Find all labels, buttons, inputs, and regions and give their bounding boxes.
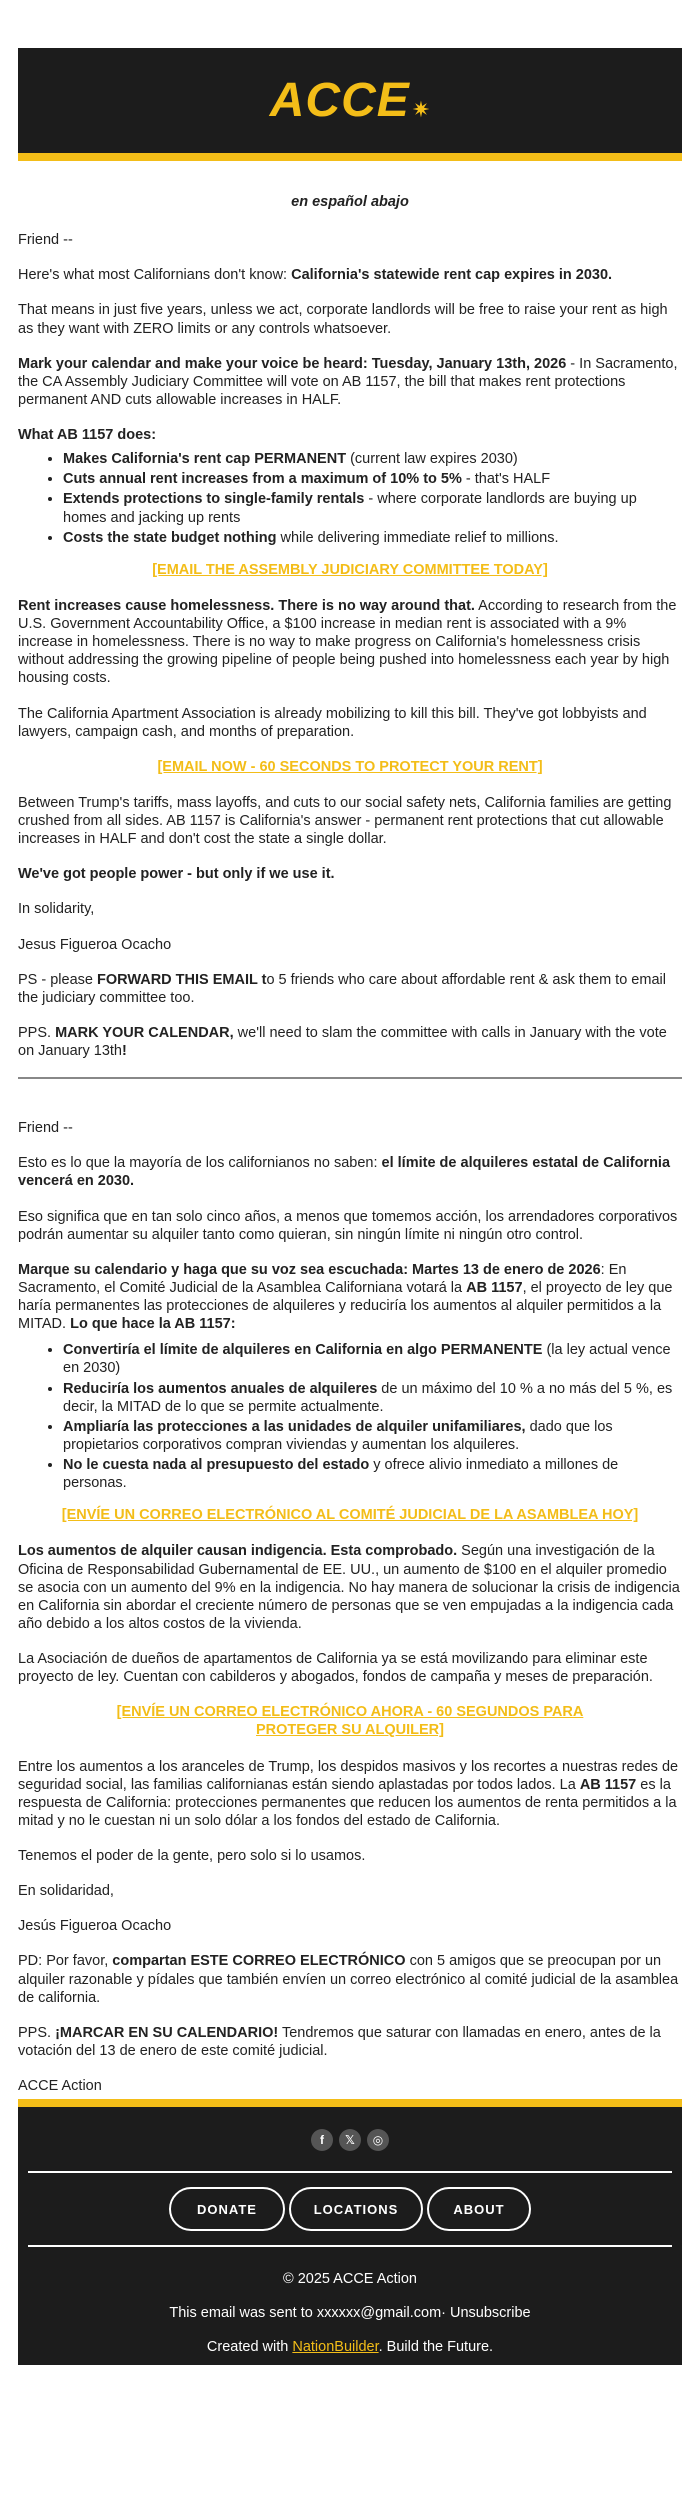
locations-button[interactable]: LOCATIONS bbox=[289, 2187, 423, 2231]
signature-en: Jesus Figueroa Ocacho bbox=[18, 936, 172, 953]
para-es-6: Entre los aumentos a los aranceles de Trump, los despidos masivos y los recortes a nuestras redes de seguridad social, las familias californianas están siendo aplastadas por todos lados. La AB 1157 es la respuesta de California: protecciones permanentes que reducen los aumentos de renta permitidos a la mitad y no le cuestan ni un solo dólar a los fondos del estado de California. bbox=[18, 1758, 679, 1829]
para-en-3: Mark your calendar and make your voice be heard: Tuesday, January 13th, 2026 - In Sacramento, the CA Assembly Judiciary Committee will vote on AB 1157, the bill that makes rent protections permanent AND cuts allowable increases in HALF. bbox=[18, 355, 678, 408]
list-item: • Reduciría los aumentos anuales de alquileres de un máximo del 10 % a no más del 5 %, es decir, la MITAD de lo que se permite actualmente. bbox=[63, 1380, 682, 1416]
logo-text: ACCE bbox=[269, 74, 410, 127]
ps-es: PD: Por favor, compartan ESTE CORREO ELECTRÓNICO con 5 amigos que se preocupan por un alquiler razonable y pídales que también envíen un correo electrónico al comité judicial de la asamblea de california. bbox=[18, 1953, 679, 2006]
org-name: ACCE Action bbox=[18, 2078, 102, 2094]
email-container bbox=[18, 48, 682, 2365]
list-item: • Cuts annual rent increases from a maximum of 10% to 5% - that's HALF bbox=[63, 470, 682, 488]
nationbuilder-link[interactable]: NationBuilder bbox=[292, 2339, 379, 2356]
bullet-list-es bbox=[18, 1341, 682, 1492]
para-es-7: Tenemos el poder de la gente, pero solo si lo usamos. bbox=[18, 1848, 366, 1864]
para-en-4: Rent increases cause homelessness. There is no way around that. According to research from the U.S. Government Accountability Office, a $100 increase in median rent is associated with a 9% increase in homelessness. There is no way to make progress on California's homelessness crisis without addressing the growing pipeline of people being pushed into homelessness each year by high housing costs. bbox=[18, 597, 677, 687]
greeting-en: Friend -- bbox=[18, 232, 73, 249]
email-now-link-en[interactable]: [EMAIL NOW - 60 SECONDS TO PROTECT YOUR RENT] bbox=[157, 758, 543, 775]
list-item: • Extends protections to single-family rentals - where corporate landlords are buying up homes and jacking up rents bbox=[63, 490, 682, 526]
list-item: • Makes California's rent cap PERMANENT (current law expires 2030) bbox=[63, 450, 682, 468]
signoff-es: En solidaridad, bbox=[18, 1883, 114, 1900]
unsubscribe-link[interactable]: · Unsubscribe bbox=[441, 2305, 531, 2322]
spanish-below-note: en español abajo bbox=[291, 194, 409, 210]
footer-divider bbox=[28, 2245, 672, 2247]
para-es-2: Eso significa que en tan solo cinco años, a menos que tomemos acción, los arrendadores corporativos podrán aumentar su alquiler tanto como quieran, sin ningún límite ni ningún otro control. bbox=[18, 1208, 678, 1243]
created-with-line: Created with NationBuilder. Build the Future. bbox=[206, 2339, 494, 2356]
logo-star-icon: ✷ bbox=[411, 96, 431, 122]
donate-button[interactable]: DONATE bbox=[169, 2187, 285, 2231]
sent-to-line bbox=[18, 2305, 682, 2321]
bullet-list-en bbox=[18, 450, 682, 547]
sent-to-text: This email was sent to xxxxxx@gmail.com bbox=[169, 2305, 442, 2322]
list-item: • Convertiría el límite de alquileres en California en algo PERMANENTE (la ley actual vence en 2030) bbox=[63, 1341, 682, 1377]
does-heading-en: What AB 1157 does: bbox=[18, 427, 157, 443]
list-item: • Costs the state budget nothing while delivering immediate relief to millions. bbox=[63, 529, 682, 547]
para-es-5: La Asociación de dueños de apartamentos de California ya se está movilizando para eliminar este proyecto de ley. Cuentan con cabilderos y abogados, fondos de campaña y meses de preparación. bbox=[18, 1651, 653, 1686]
pps-es: PPS. ¡MARCAR EN SU CALENDARIO! Tendremos que saturar con llamadas en enero, antes de la votación del 13 de enero de este comité judicial. bbox=[18, 2024, 661, 2059]
footer-buttons bbox=[18, 2187, 682, 2231]
email-committee-link-en[interactable]: [EMAIL THE ASSEMBLY JUDICIARY COMMITTEE TODAY] bbox=[152, 561, 548, 578]
list-item: • No le cuesta nada al presupuesto del estado y ofrece alivio inmediato a millones de personas. bbox=[63, 1456, 682, 1492]
email-now-link-es[interactable]: [ENVÍE UN CORREO ELECTRÓNICO AHORA - 60 SEGUNDOS PARA PROTEGER SU ALQUILER] bbox=[116, 1704, 584, 1739]
signoff-en: In solidarity, bbox=[18, 901, 95, 918]
para-es-1: Esto es lo que la mayoría de los californianos no saben: el límite de alquileres estatal de California vencerá en 2030. bbox=[18, 1155, 671, 1190]
signature-es: Jesús Figueroa Ocacho bbox=[18, 1918, 172, 1935]
para-en-6: Between Trump's tariffs, mass layoffs, and cuts to our social safety nets, California families are getting crushed from all sides. AB 1157 is California's answer - permanent rent protections that cut allowable increases in HALF and don't cost the state a single dollar. bbox=[18, 794, 672, 848]
para-es-3: Marque su calendario y haga que su voz sea escuchada: Martes 13 de enero de 2026: En Sacramento, el Comité Judicial de la Asamblea Californiana votará la AB 1157, el proyecto de ley que haría permanentes las protecciones de alquileres y reduciría los aumentos al alquiler permitidos a la MITAD. Lo que hace la AB 1157: bbox=[18, 1261, 673, 1333]
para-en-7: We've got people power - but only if we use it. bbox=[18, 866, 335, 883]
para-en-2: That means in just five years, unless we act, corporate landlords will be free to raise your rent as high as they want with ZERO limits or any controls whatsoever. bbox=[18, 302, 668, 337]
about-button[interactable]: ABOUT bbox=[427, 2187, 531, 2231]
ps-en: PS - please FORWARD THIS EMAIL to 5 friends who care about affordable rent & ask them to email the judiciary committee too. bbox=[18, 971, 666, 1006]
para-en-5: The California Apartment Association is already mobilizing to kill this bill. They've got lobbyists and lawyers, campaign cash, and months of preparation. bbox=[18, 705, 647, 740]
para-en-1: Here's what most Californians don't know: California's statewide rent cap expires in 2030. bbox=[18, 267, 613, 284]
email-body bbox=[18, 193, 682, 2095]
acce-logo[interactable] bbox=[270, 73, 430, 128]
greeting-es: Friend -- bbox=[18, 1120, 73, 1137]
email-footer bbox=[18, 2099, 682, 2365]
facebook-icon[interactable]: f bbox=[311, 2129, 333, 2151]
social-links bbox=[18, 2129, 682, 2151]
list-item: • Ampliaría las protecciones a las unidades de alquiler unifamiliares, dado que los propietarios corporativos compran viviendas y aumentan los alquileres. bbox=[63, 1418, 682, 1454]
language-divider bbox=[18, 1077, 682, 1079]
instagram-icon[interactable]: ◎ bbox=[367, 2129, 389, 2151]
pps-en: PPS. MARK YOUR CALENDAR, we'll need to slam the committee with calls in January with the vote on January 13th! bbox=[18, 1024, 667, 1059]
para-es-4: Los aumentos de alquiler causan indigencia. Esta comprobado. Según una investigación de la Oficina de Responsabilidad Gubernamental de EE. UU., un aumento de $100 en el alquiler promedio se asocia con un aumento del 9% en la indigencia. No hay manera de solucionar la crisis de indigencia en California sin abordar el creciente número de personas que se ven empujadas a la indigencia cada año debido a los altos costos de la vivienda. bbox=[18, 1543, 680, 1632]
email-committee-link-es[interactable]: [ENVÍE UN CORREO ELECTRÓNICO AL COMITÉ JUDICIAL DE LA ASAMBLEA HOY] bbox=[61, 1507, 639, 1524]
copyright: © 2025 ACCE Action bbox=[282, 2271, 417, 2288]
x-twitter-icon[interactable]: 𝕏 bbox=[339, 2129, 361, 2151]
email-header bbox=[18, 48, 682, 161]
footer-divider bbox=[28, 2171, 672, 2173]
